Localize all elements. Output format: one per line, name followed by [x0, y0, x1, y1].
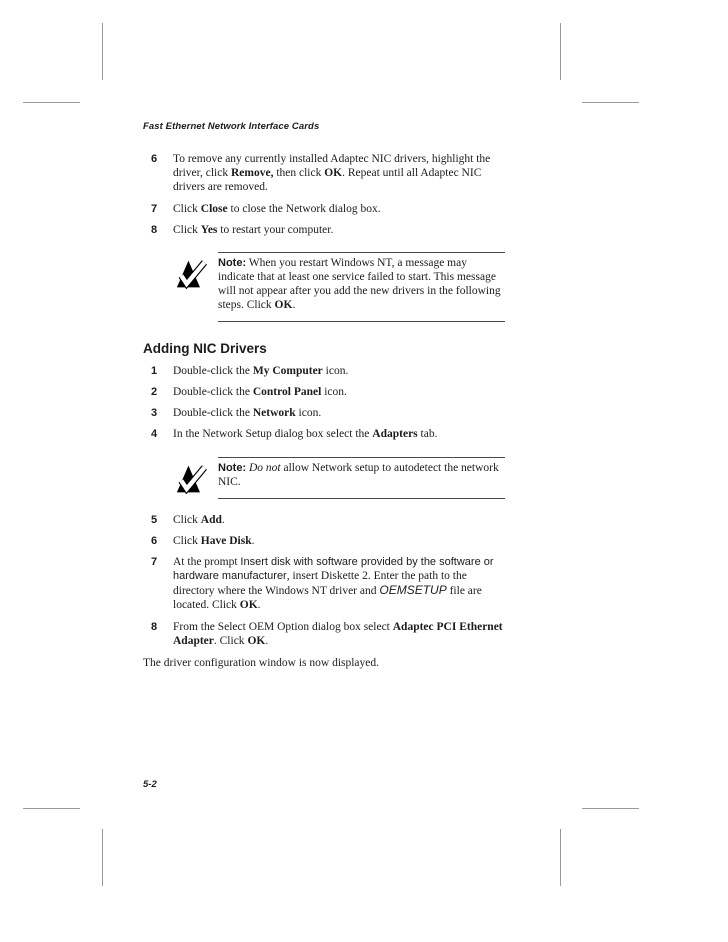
- crop-mark-top-right-horizontal: [582, 102, 639, 103]
- crop-mark-top-right-vertical: [560, 23, 561, 80]
- step-item: [143, 152, 505, 194]
- step-number: 1: [151, 365, 158, 377]
- step-number: 7: [151, 556, 158, 568]
- step-item: [143, 385, 505, 399]
- step-item: [143, 555, 505, 612]
- step-number: 7: [151, 203, 158, 215]
- step-number: 6: [151, 153, 158, 165]
- crop-mark-bottom-left-vertical: [102, 829, 103, 886]
- crop-mark-bottom-right-horizontal: [582, 808, 639, 809]
- step-text: To remove any currently installed Adaptec NIC drivers, highlight the driver, click Remove, then click OK. Repeat until all Adaptec NIC drivers are removed.: [173, 153, 491, 193]
- step-item: [143, 427, 505, 441]
- step-text: From the Select OEM Option dialog box select Adaptec PCI Ethernet Adapter. Click OK.: [173, 621, 503, 647]
- step-number: 5: [151, 514, 158, 526]
- crop-mark-top-left-vertical: [102, 23, 103, 80]
- step-item: [143, 364, 505, 378]
- step-item: [143, 620, 505, 648]
- step-number: 4: [151, 428, 158, 440]
- note-checkmark-triangle-icon: [176, 259, 208, 293]
- step-item: [143, 202, 505, 216]
- step-text: Double-click the Control Panel icon.: [173, 386, 347, 398]
- step-item: [143, 223, 505, 237]
- note-box: [218, 457, 505, 499]
- step-number: 2: [151, 386, 158, 398]
- step-text: Click Yes to restart your computer.: [173, 224, 334, 236]
- step-text: Click Close to close the Network dialog box.: [173, 203, 381, 215]
- crop-mark-bottom-right-vertical: [560, 829, 561, 886]
- step-text: Double-click the Network icon.: [173, 407, 322, 419]
- note-label: Note:: [218, 462, 247, 474]
- section-heading: Adding NIC Drivers: [143, 341, 267, 356]
- page-number: 5-2: [143, 779, 157, 790]
- step-text: Double-click the My Computer icon.: [173, 365, 349, 377]
- note-checkmark-triangle-icon: [176, 464, 208, 498]
- step-text: At the prompt Insert disk with software provided by the software or hardware manufacturer, insert Diskette 2. Enter the path to the directory where the Windows NT driver and OEMSETUP file are located. Click OK.: [173, 556, 494, 611]
- step-text: Click Have Disk.: [173, 535, 255, 547]
- step-item: [143, 534, 505, 548]
- step-number: 8: [151, 621, 158, 633]
- step-number: 6: [151, 535, 158, 547]
- step-item: [143, 406, 505, 420]
- crop-mark-bottom-left-horizontal: [23, 808, 80, 809]
- step-item: [143, 513, 505, 527]
- running-header: Fast Ethernet Network Interface Cards: [143, 121, 320, 132]
- note-text: When you restart Windows NT, a message may indicate that at least one service failed to start. This message will not appear after you add the new drivers in the following steps. Click OK.: [218, 257, 501, 311]
- note-text: Do not allow Network setup to autodetect the network NIC.: [218, 462, 499, 488]
- closing-paragraph: The driver configuration window is now displayed.: [143, 657, 380, 669]
- step-number: 3: [151, 407, 158, 419]
- step-number: 8: [151, 224, 158, 236]
- page-content: [143, 152, 505, 670]
- crop-mark-top-left-horizontal: [23, 102, 80, 103]
- step-text: Click Add.: [173, 514, 225, 526]
- note-box: [218, 252, 505, 322]
- step-text: In the Network Setup dialog box select the Adapters tab.: [173, 428, 438, 440]
- note-label: Note:: [218, 257, 247, 269]
